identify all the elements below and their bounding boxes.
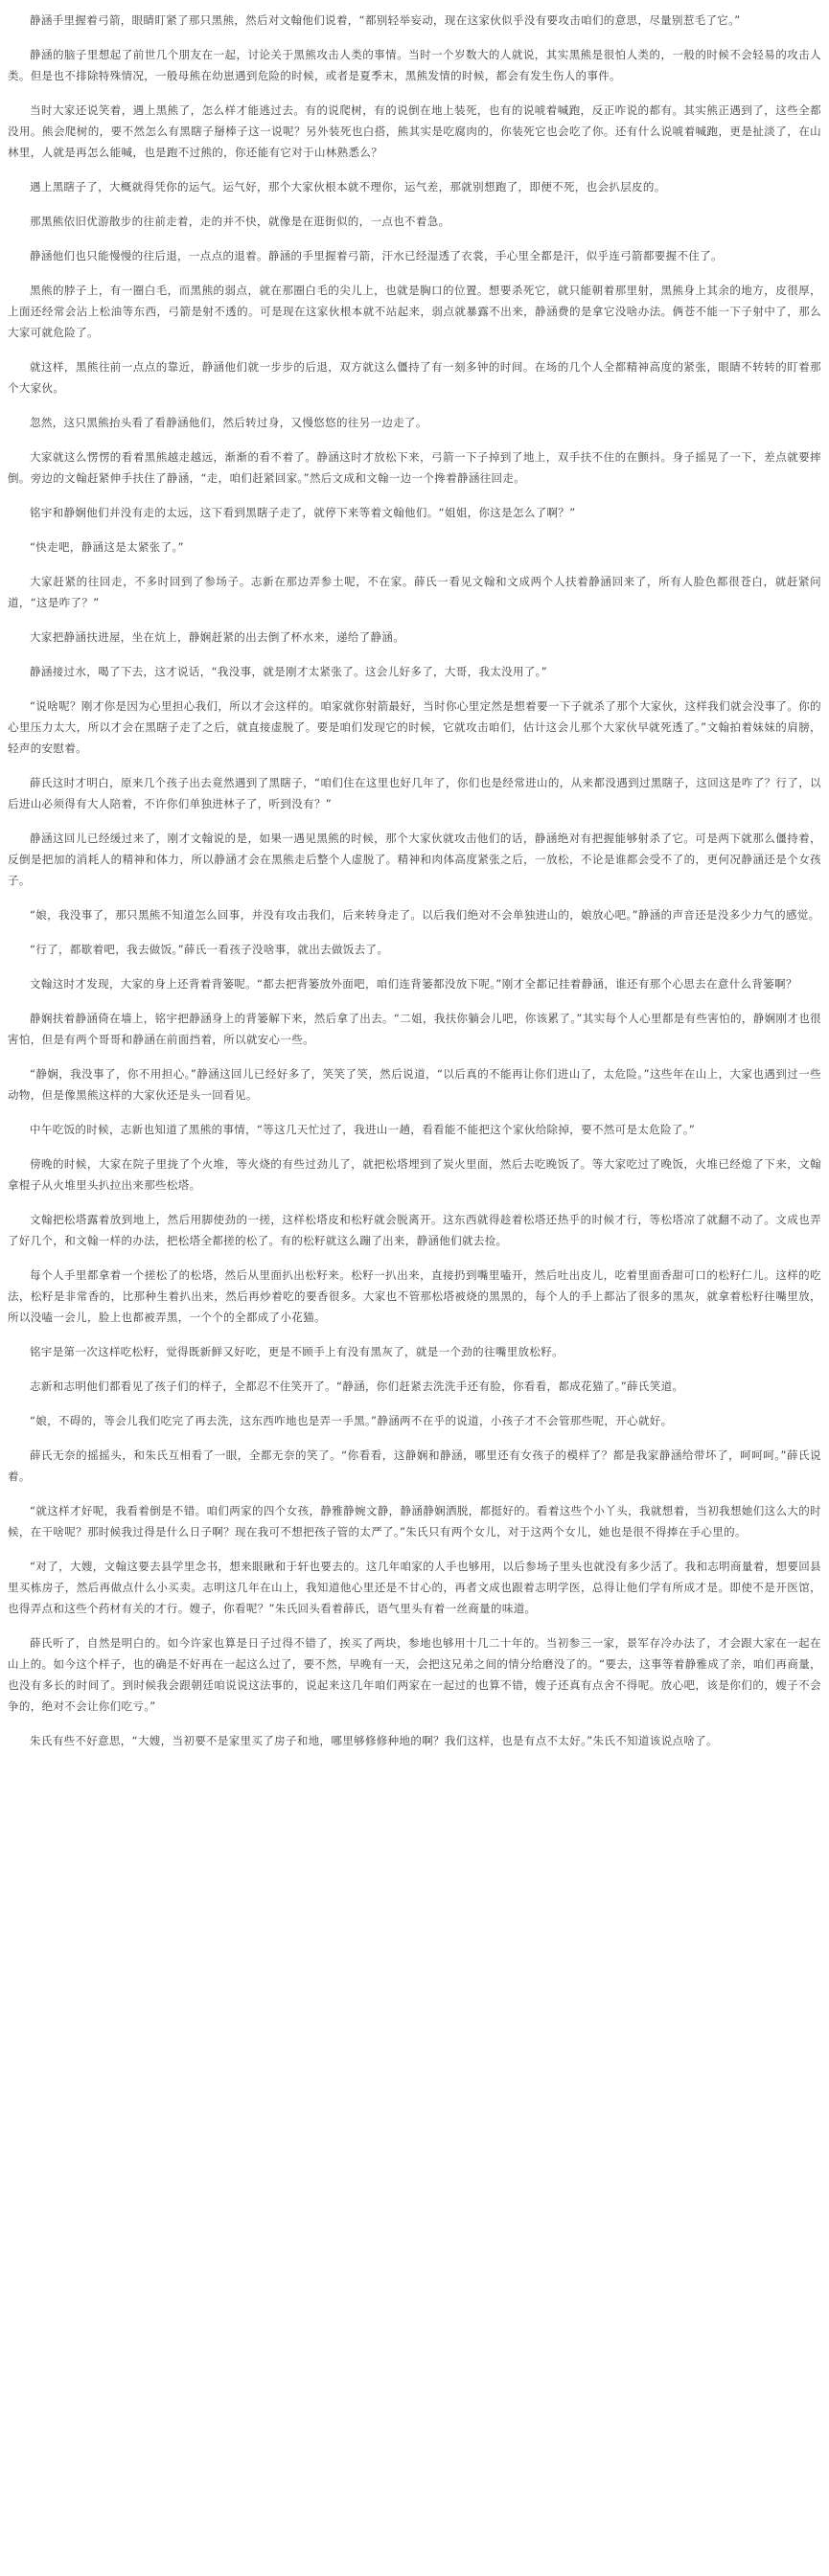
paragraph: 中午吃饭的时候，志新也知道了黑熊的事情，“等这几天忙过了，我进山一趟，看看能不能把这个家伙给除掉，要不然可是太危险了。” [30, 1123, 696, 1136]
paragraph: 静娴扶着静涵倚在墙上，铭宇把静涵身上的背篓解下来，然后拿了出去。“二姐，我扶你躺会儿吧，你该累了。”其实每个人心里都是有些害怕的，静娴刚才也很害怕，但是有两个哥哥和静涵在前面挡着，所以就安心一些。 [8, 1012, 821, 1046]
paragraph: 铭宇是第一次这样吃松籽，觉得既新鲜又好吃，更是不顾手上有没有黑灰了，就是一个劲的往嘴里放松籽。 [30, 1345, 564, 1358]
paragraph: 静涵这回儿已经缓过来了，刚才文翰说的是，如果一遇见黑熊的时候，那个大家伙就攻击他们的话，静涵绝对有把握能够射杀了它。可是两下就那么僵持着，反倒是把加的消耗人的精神和体力，所以静涵才会在黑熊走后整个人虚脱了。精神和肉体高度紧张之后，一放松，不论是谁都会受不了的，更何况静涵还是个女孩子。 [8, 832, 821, 887]
paragraph: 就这样，黑熊往前一点点的靠近，静涵他们就一步步的后退，双方就这么僵持了有一刻多钟的时间。在场的几个人全都精神高度的紧张，眼睛不转转的盯着那个大家伙。 [8, 360, 821, 395]
paragraph: 大家赶紧的往回走，不多时回到了参场子。志新在那边弄参土呢，不在家。薛氏一看见文翰和文成两个人扶着静涵回来了，所有人脸色都很苍白，就赶紧问道，“这是咋了？” [8, 575, 821, 609]
paragraph: 每个人手里都拿着一个搓松了的松塔，然后从里面扒出松籽来。松籽一扒出来，直接扔到嘴里嗑开，然后吐出皮儿，吃着里面香甜可口的松籽仁儿。这样的吃法，松籽是非常香的，比那种生着扒出来，然后再炒着吃的要香很多。大家也不管那松塔被烧的黑黑的，每个人的手上都沾了很多的黑灰，就拿着松籽往嘴里放，所以没嗑一会儿，脸上也都被弄黑，一个个的全都成了小花猫。 [8, 1268, 821, 1324]
paragraph: 静涵手里握着弓箭，眼睛盯紧了那只黑熊，然后对文翰他们说着，“都别轻举妄动，现在这家伙似乎没有要攻击咱们的意思，尽量别惹毛了它。” [30, 13, 741, 27]
paragraph: “静娴，我没事了，你不用担心。”静涵这回儿已经好多了，笑笑了笑，然后说道，“以后真的不能再让你们进山了，太危险。”这些年在山上，大家也遇到过一些动物，但是像黑熊这样的大家伙还是头一回看见。 [8, 1067, 821, 1102]
paragraph: “对了，大嫂，文翰这要去县学里念书，想来眼瞅和于轩也要去的。这几年咱家的人手也够用，以后参场子里头也就没有多少活了。我和志明商量着，想要回县里买栋房子，然后再做点什么小买卖。志明这几年在山上，我知道他心里还是不甘心的，再者文成也跟着志明学医，总得让他们学有所成才是。即使不是开医馆，也得弄点和这些个药材有关的才行。嫂子，你看呢？”朱氏回头看着薛氏，语气里头有着一丝商量的味道。 [8, 1560, 821, 1615]
paragraph: 薛氏听了，自然是明白的。如今许家也算是日子过得不错了，挨买了两块，参地也够用十几二十年的。当初参三一家，景军存冷办法了，才会跟大家在一起在山上的。如今这个样子，也的确是不好再在一起这么过了，要不然，早晚有一天，会把这兄弟之间的情分给磨没了的。“要去，这事等着静雅成了亲，咱们再商量，也没有多长的时间了。到时候我会跟朝廷咱说说这法事的，说起来这几年咱们两家在一起过的也算不错，嫂子还真有点舍不得呢。放心吧，该是你们的，嫂子不会争的，绝对不会让你们吃亏。” [8, 1636, 821, 1713]
paragraph: 忽然，这只黑熊抬头看了看静涵他们，然后转过身，又慢悠悠的往另一边走了。 [30, 416, 427, 429]
paragraph: “说啥呢？刚才你是因为心里担心我们，所以才会这样的。咱家就你射箭最好，当时你心里定然是想着要一下子就杀了那个大家伙，这样我们就会没事了。你的心里压力太大，所以才会在黑瞎子走了之后，就直接虚脱了。要是咱们发现它的时候，它就攻击咱们，估计这会儿那个大家伙早就死透了。”文翰拍着妹妹的肩膀，轻声的安慰着。 [8, 699, 821, 755]
paragraph: 那黑熊依旧优游散步的往前走着，走的并不快，就像是在逛街似的，一点也不着急。 [30, 215, 450, 228]
paragraph: “娘，我没事了，那只黑熊不知道怎么回事，并没有攻击我们，后来转身走了。以后我们绝对不会单独进山的，娘放心吧。”静涵的声音还是没多少力气的感觉。 [30, 908, 820, 922]
paragraph: 朱氏有些不好意思，“大嫂，当初要不是家里买了房子和地，哪里够修修种地的啊？我们这样，也是有点不太好。”朱氏不知道该说点啥了。 [30, 1734, 718, 1747]
paragraph: 静涵的脑子里想起了前世几个朋友在一起，讨论关于黑熊攻击人类的事情。当时一个岁数大的人就说，其实黑熊是很怕人类的，一般的时候不会轻易的攻击人类。但是也不排除特殊情况，一般母熊在幼崽遇到危险的时候，或者是夏季末，黑熊发情的时候，都会有发生伤人的事件。 [8, 48, 821, 82]
paragraph: 文翰把松塔露着放到地上，然后用脚使劲的一搓，这样松塔皮和松籽就会脱离开。这东西就得趁着松塔还热乎的时候才行，等松塔凉了就翻不动了。文成也弄了好几个，和文翰一样的办法，把松塔全都搓的松了。有的松籽就这么蹦了出来，静涵他们就去捡。 [8, 1213, 821, 1247]
paragraph: 静涵接过水，喝了下去，这才说话，“我没事，就是刚才太紧张了。这会儿好多了，大哥，我太没用了。” [30, 665, 548, 678]
paragraph: “行了，都歇着吧，我去做饭。”薛氏一看孩子没啥事，就出去做饭去了。 [30, 943, 389, 956]
paragraph: “就这样才好呢，我看着倒是不错。咱们两家的四个女孩，静雅静婉文静，静涵静娴洒脱，都挺好的。看着这些个小丫头，我就想着，当初我想她们这么大的时候，在干啥呢？那时候我过得是什么日子啊？现在我可不想把孩子管的太严了。”朱氏只有两个女儿，对于这两个女儿，她也是很不得捧在手心里的。 [8, 1504, 821, 1539]
paragraph: 薛氏无奈的摇摇头，和朱氏互相看了一眼，全都无奈的笑了。“你看看，这静娴和静涵，哪里还有女孩子的模样了？都是我家静涵给带坏了，呵呵呵。”薛氏说着。 [8, 1448, 821, 1483]
paragraph: 志新和志明他们都看见了孩子们的样子，全都忍不住笑开了。“静涵，你们赶紧去洗洗手还有脸，你看看，都成花猫了。”薛氏笑道。 [30, 1379, 684, 1393]
paragraph: 文翰这时才发现，大家的身上还背着背篓呢。“都去把背篓放外面吧，咱们连背篓都没放下呢。”刚才全都记挂着静涵，谁还有那个心思去在意什么背篓啊？ [30, 977, 797, 991]
paragraph: 大家就这么愣愣的看着黑熊越走越远，渐渐的看不着了。静涵这时才放松下来，弓箭一下子掉到了地上，双手扶不住的在颤抖。身子摇晃了一下，差点就要摔倒。旁边的文翰赶紧伸手扶住了静涵，“走，咱们赶紧回家。”然后文成和文翰一边一个搀着静涵往回走。 [8, 450, 821, 485]
paragraph: 薛氏这时才明白，原来几个孩子出去竟然遇到了黑瞎子，“咱们住在这里也好几年了，你们也是经常进山的，从来都没遇到过黑瞎子，这回这是咋了？行了，以后进山必须得有大人陪着，不许你们单独进林子了，听到没有？” [8, 776, 821, 810]
paragraph: 铭宇和静娴他们并没有走的太远，这下看到黑瞎子走了，就停下来等着文翰他们。“姐姐，你这是怎么了啊？” [30, 506, 576, 519]
paragraph: 静涵他们也只能慢慢的往后退，一点点的退着。静涵的手里握着弓箭，汗水已经湿透了衣裳，手心里全都是汗，似乎连弓箭都要握不住了。 [30, 249, 723, 262]
paragraph: 当时大家还说笑着，遇上黑熊了，怎么样才能逃过去。有的说爬树，有的说倒在地上装死，也有的说唬着喊跑，反正咋说的都有。其实熊正遇到了，这些全都没用。熊会爬树的，要不然怎么有黑瞎子掰棒子这一说呢？另外装死也白搭，熊其实是吃腐肉的，你装死它也会吃了你。还有什么说唬着喊跑，更是扯淡了，在山林里，人就是再怎么能喊，也是跑不过熊的，你还能有它对于山林熟悉么？ [8, 103, 821, 159]
paragraph: 黑熊的脖子上，有一圈白毛，而黑熊的弱点，就在那圈白毛的尖儿上，也就是胸口的位置。想要杀死它，就只能朝着那里射，黑熊身上其余的地方，皮很厚，上面还经常会沾上松油等东西，弓箭是射不透的。可是现在这家伙根本就不站起来，弱点就暴露不出来，静涵费的是拿它没啥办法。俩苍不能一下子射中了，那么大家可就危险了。 [8, 284, 821, 339]
paragraph: 遇上黑瞎子了，大概就得凭你的运气。运气好，那个大家伙根本就不理你，运气差，那就别想跑了，即便不死，也会扒层皮的。 [30, 180, 666, 194]
paragraph: 傍晚的时候，大家在院子里拢了个火堆，等火烧的有些过劲儿了，就把松塔埋到了炭火里面，然后去吃晚饭了。等大家吃过了晚饭，火堆已经熄了下来，文翰拿棍子从火堆里头扒拉出来那些松塔。 [8, 1157, 821, 1192]
paragraph: 大家把静涵扶进屋，坐在炕上，静娴赶紧的出去倒了杯水来，递给了静涵。 [30, 630, 405, 644]
paragraph: “娘，不碍的，等会儿我们吃完了再去洗，这东西咋地也是弄一手黑。”静涵两不在乎的说道，小孩子才不会管那些呢，开心就好。 [30, 1414, 673, 1427]
paragraph: “快走吧，静涵这是太紧张了。” [30, 540, 184, 554]
